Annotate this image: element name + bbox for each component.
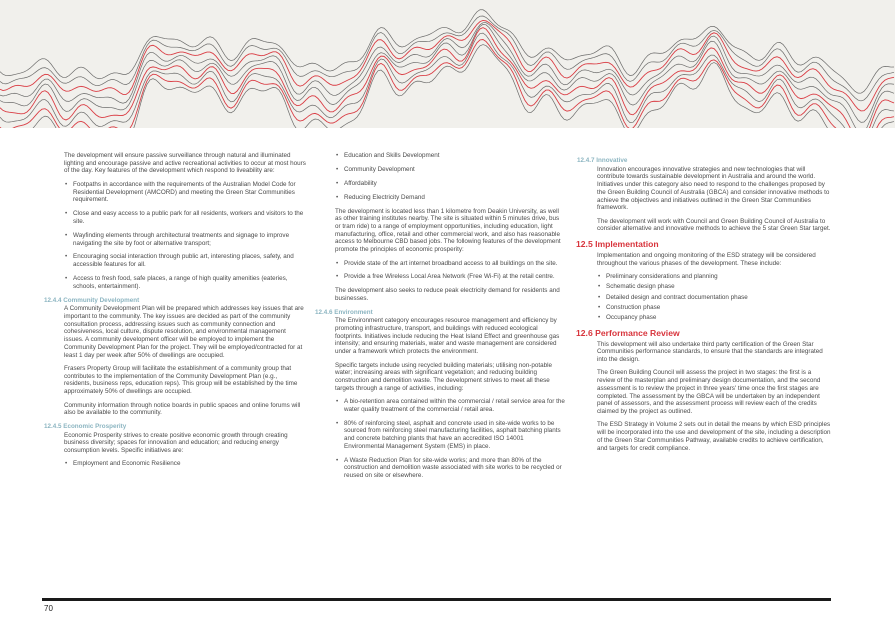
column-middle: [315, 152, 565, 486]
column-left: [44, 152, 306, 474]
paragraph: The Environment category encourages resource management and efficiency by promoting infrastructure, transport, and buildings with reduced ecological footprints. Initiatives include reducing the Heat Island Effect and greenhouse gas intensity; and ensuring materials, water and waste management are considered under a framework which protects the environment.: [335, 317, 560, 356]
list-item: • Provide a free Wireless Local Area Network (Free Wi-Fi) at the retail centre.: [335, 273, 565, 281]
paragraph: Innovation encourages innovative strategies and new technologies that will contribute towards sustainable development in Australia and around the world. Initiatives under this category also need to respond to the challenges proposed by the Green Building Council of Australia (GBCA) and consider innovative methods to achieve the objectives and initiatives outlined in the Green Star Communities framework.: [597, 165, 830, 212]
contour-line: [0, 10, 894, 93]
paragraph: Specific targets include using recycled building materials; utilising non-potable water; increasing areas with significant vegetation; and reducing building construction and demolition waste. The development strives to meet all these targets through a range of activities, including:: [335, 361, 553, 392]
list-item: • Community Development: [335, 166, 565, 174]
list-item: • Access to fresh food, safe places, a range of high quality amenities (eateries, schools, entertainment).: [64, 275, 306, 290]
section-heading-environment: 12.4.6 Environment: [315, 308, 373, 316]
list-item: • Occupancy phase: [597, 314, 831, 322]
paragraph: The development will work with Council and Green Building Council of Australia to consider alternative and innovative methods to achieve the 5 star Green Star target.: [597, 217, 831, 233]
header-contour-graphic: [0, 0, 895, 128]
paragraph: The development also seeks to reduce peak electricity demand for residents and businesses.: [335, 287, 560, 303]
list-item: • Encouraging social interaction through public art, interesting places, safety, and accessible features for all.: [64, 253, 306, 268]
paragraph: The ESD Strategy in Volume 2 sets out in detail the means by which ESD principles will be incorporated into the use and development of the site, including a description of the Green Star Communities Pathway, available credits to achieve certification, and targets for credit compliance.: [597, 421, 831, 452]
contour-line: [0, 33, 894, 128]
list-item: • Schematic design phase: [597, 283, 831, 291]
contour-lines-illustration: [0, 0, 895, 128]
column-right: [576, 152, 831, 458]
liveability-list: [64, 181, 306, 290]
section-heading-economic-prosperity: 12.4.5 Economic Prosperity: [44, 422, 127, 430]
paragraph: This development will also undertake third party certification of the Green Star Communities performance standards, to ensure that the standards are integrated into the design.: [597, 340, 823, 363]
list-item: • Detailed design and contract documentation phase: [597, 294, 831, 302]
list-item: • Construction phase: [597, 304, 831, 312]
list-item: • Affordability: [335, 180, 565, 188]
phases-list: [597, 273, 831, 322]
section-heading-community-development: 12.4.4 Community Development: [44, 296, 140, 304]
page-number: 70: [44, 604, 53, 613]
footer-rule: [42, 598, 831, 601]
economic-list: [64, 460, 306, 468]
paragraph: A Community Development Plan will be prepared which addresses key issues that are important to the community. The key issues are decided as part of the community consultation process, addressing issues such as community connection and cohesiveness, local culture, dispute resolution, and environmental management issues. A community development officer will be employed to implement the Community Development Plan for the project. They will be employed/contracted for at least 1 day per week after 50% of dwellings are occupied.: [64, 305, 304, 359]
paragraph: The development is located less than 1 kilometre from Deakin University, as well as other training institutes nearby. The site is situated within 5 minutes drive, bus or tram ride) to a range of employment opportunities, including education, light manufacturing, office, retail and other commercial work, and also has reasonable access to Melbourne CBD based jobs. The following features of the development promote the principles of economic prosperity:: [335, 207, 561, 254]
section-heading-implementation: 12.5 Implementation: [576, 238, 659, 249]
list-item: • A bio-retention area contained within the commercial / retail service area for the water quality treatment of the commercial / retail area.: [335, 398, 565, 413]
economic-initiatives-list: [335, 152, 565, 201]
section-heading-innovative: 12.4.7 Innovative: [577, 157, 628, 164]
list-item: • A Waste Reduction Plan for site-wide works; and more than 80% of the construction and demolition waste associated with site works to be recycled or reused on site or elsewhere.: [335, 457, 565, 480]
list-item: • Wayfinding elements through architectural treatments and signage to improve navigating the site by foot or alternative transport;: [64, 232, 306, 247]
list-item: • Close and easy access to a public park for all residents, workers and visitors to the site.: [64, 210, 306, 225]
prosperity-features-list: [335, 260, 565, 282]
list-item: • Footpaths in accordance with the requirements of the Australian Model Code for Residential Development (AMCORD) and meeting the Green Star Communities requirement.: [64, 181, 306, 204]
paragraph: Economic Prosperity strives to create positive economic growth through creating business diversity; spaces for innovation and education; and reducing energy consumption levels. Specific initiatives are:: [64, 431, 288, 454]
list-item: • Education and Skills Development: [335, 152, 565, 160]
section-heading-performance-review: 12.6 Performance Review: [576, 327, 680, 338]
environment-list: [335, 398, 565, 480]
paragraph: Frasers Property Group will facilitate the establishment of a community group that contributes to the implementation of the Community Development Plan (e.g., residents, business reps, education reps). This group will be established by the time approximately 50% of dwellings are occupied.: [64, 365, 298, 396]
intro-paragraph: The development will ensure passive surveillance through natural and illuminated lighting and encourage passive and active recreational activities to occur at most hours of the day. Key features of the development which respond to liveability are:: [64, 152, 306, 175]
list-item: • 80% of reinforcing steel, asphalt and concrete used in site-wide works to be sourced from reinforcing steel manufacturing facilities, asphalt batching plants and concrete batching plants that have an accredited ISO 14001 Environmental Management System (EMS) in place.: [335, 420, 565, 451]
list-item: • Reducing Electricity Demand: [335, 194, 565, 202]
list-item: • Preliminary considerations and planning: [597, 273, 831, 281]
list-item: • Provide state of the art internet broadband access to all buildings on the site.: [335, 260, 565, 268]
list-item: • Employment and Economic Resilience: [64, 460, 306, 468]
paragraph: Community information through notice boards in public spaces and online forums will also be available to the community.: [64, 401, 301, 417]
paragraph: Implementation and ongoing monitoring of the ESD strategy will be considered throughout the various phases of the development. These include:: [597, 251, 816, 267]
paragraph: The Green Building Council will assess the project in two stages: the first is a review of the masterplan and preliminary design documentation, and the second assessment is to review the project in three years' time once the first stages are completed. The assessment by the GBCA will be undertaken by an independent panel of assessors, and the assessment process will review each of the credits claimed by the project as outlined.: [597, 369, 821, 415]
